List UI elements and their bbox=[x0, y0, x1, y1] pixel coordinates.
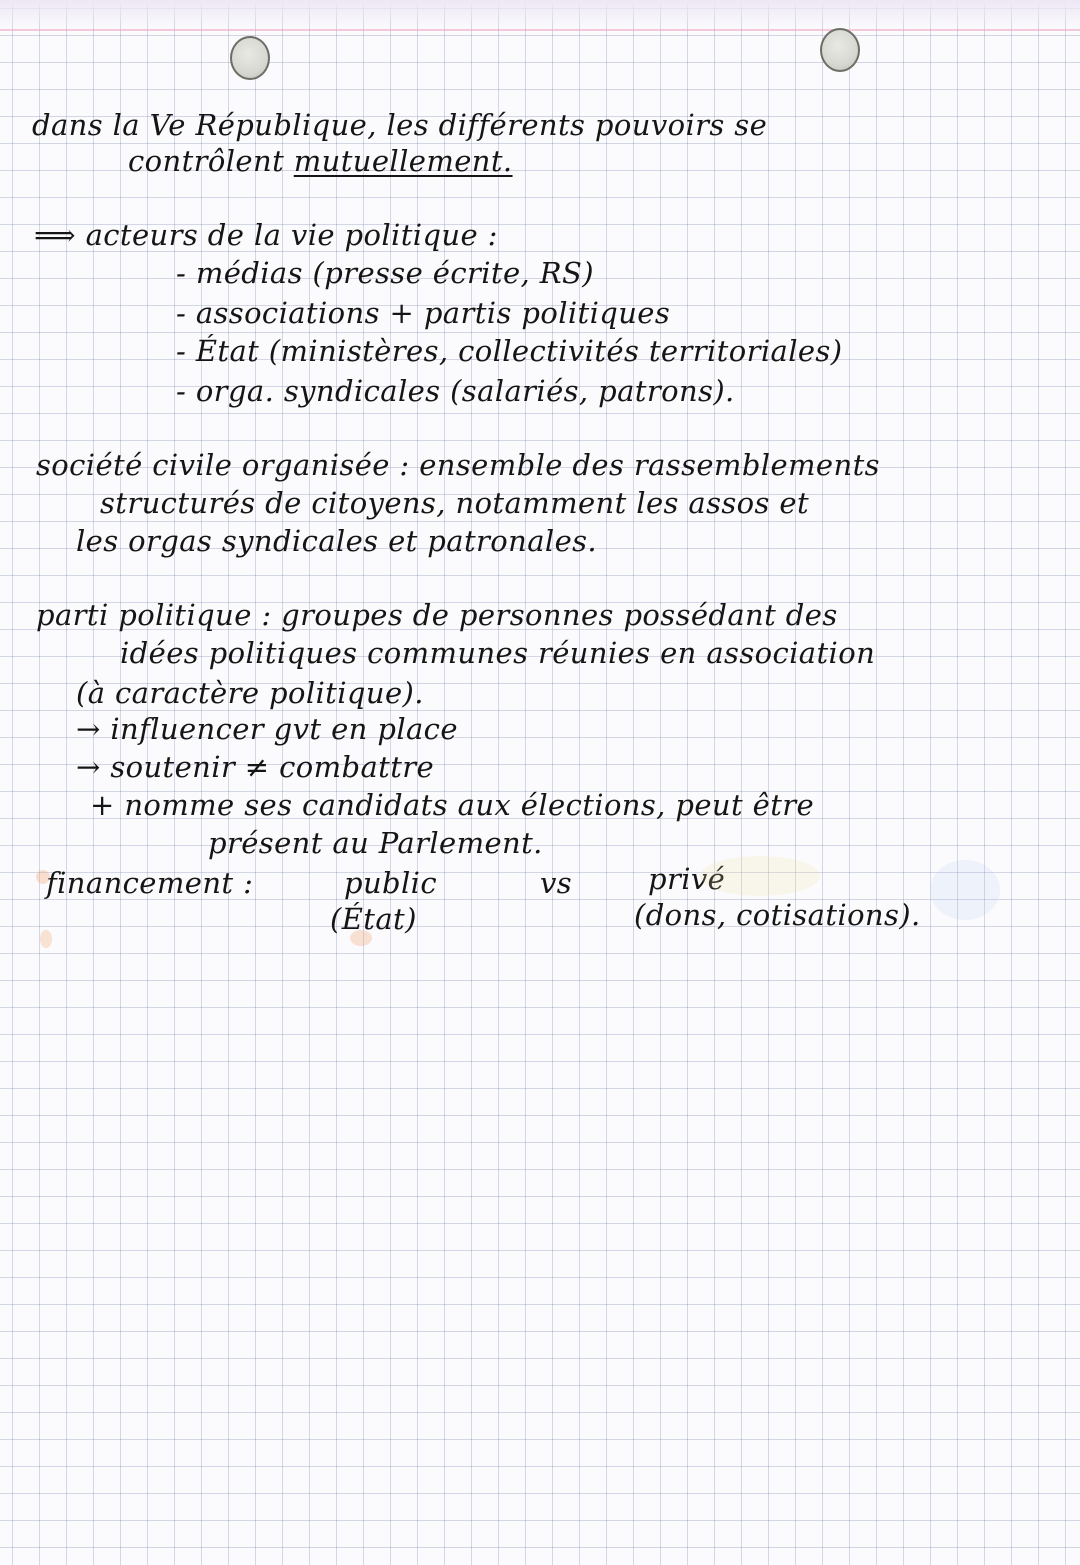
party-point-3: + nomme ses candidats aux élections, peut être bbox=[90, 788, 815, 822]
ink-blot bbox=[700, 856, 820, 896]
paper-top-band bbox=[0, 0, 1080, 30]
actors-item: - associations + partis politiques bbox=[176, 296, 671, 330]
ink-blot bbox=[36, 870, 50, 884]
binder-hole-left bbox=[230, 36, 270, 80]
financing-public: public bbox=[344, 866, 437, 900]
ink-blot bbox=[40, 930, 52, 948]
civil-society-line-3: les orgas syndicales et patronales. bbox=[76, 524, 598, 558]
party-point-3-continued: présent au Parlement. bbox=[208, 826, 543, 860]
actors-item: - orga. syndicales (salariés, patrons). bbox=[176, 374, 735, 408]
financing-public-note: (État) bbox=[330, 902, 417, 936]
financing-private-note: (dons, cotisations). bbox=[634, 898, 921, 932]
party-line-2: idées politiques communes réunies en association bbox=[120, 636, 876, 670]
intro-line-1: dans la Ve République, les différents pouvoirs se bbox=[32, 108, 768, 142]
actors-item: - médias (presse écrite, RS) bbox=[176, 256, 594, 290]
party-line-3: (à caractère politique). bbox=[76, 676, 424, 710]
civil-society-line-1: société civile organisée : ensemble des rassemblements bbox=[36, 448, 880, 482]
intro-line-2 bbox=[128, 144, 513, 178]
binder-hole-right bbox=[820, 28, 860, 72]
intro-line-2-text: contrôlent bbox=[128, 144, 294, 178]
financing-private: privé bbox=[648, 862, 726, 896]
financing-label: financement : bbox=[46, 866, 254, 900]
financing-vs: vs bbox=[540, 866, 573, 900]
intro-underlined-word: mutuellement. bbox=[293, 144, 513, 178]
party-line-1: parti politique : groupes de personnes possédant des bbox=[36, 598, 838, 632]
party-point-1: → influencer gvt en place bbox=[76, 712, 458, 746]
actors-item: - État (ministères, collectivités territoriales) bbox=[176, 334, 843, 368]
actors-heading: ⟹ acteurs de la vie politique : bbox=[34, 218, 498, 252]
ink-blot bbox=[350, 930, 372, 946]
civil-society-line-2: structurés de citoyens, notamment les assos et bbox=[100, 486, 810, 520]
ink-blot bbox=[930, 860, 1000, 920]
party-point-2: → soutenir ≠ combattre bbox=[76, 750, 435, 784]
